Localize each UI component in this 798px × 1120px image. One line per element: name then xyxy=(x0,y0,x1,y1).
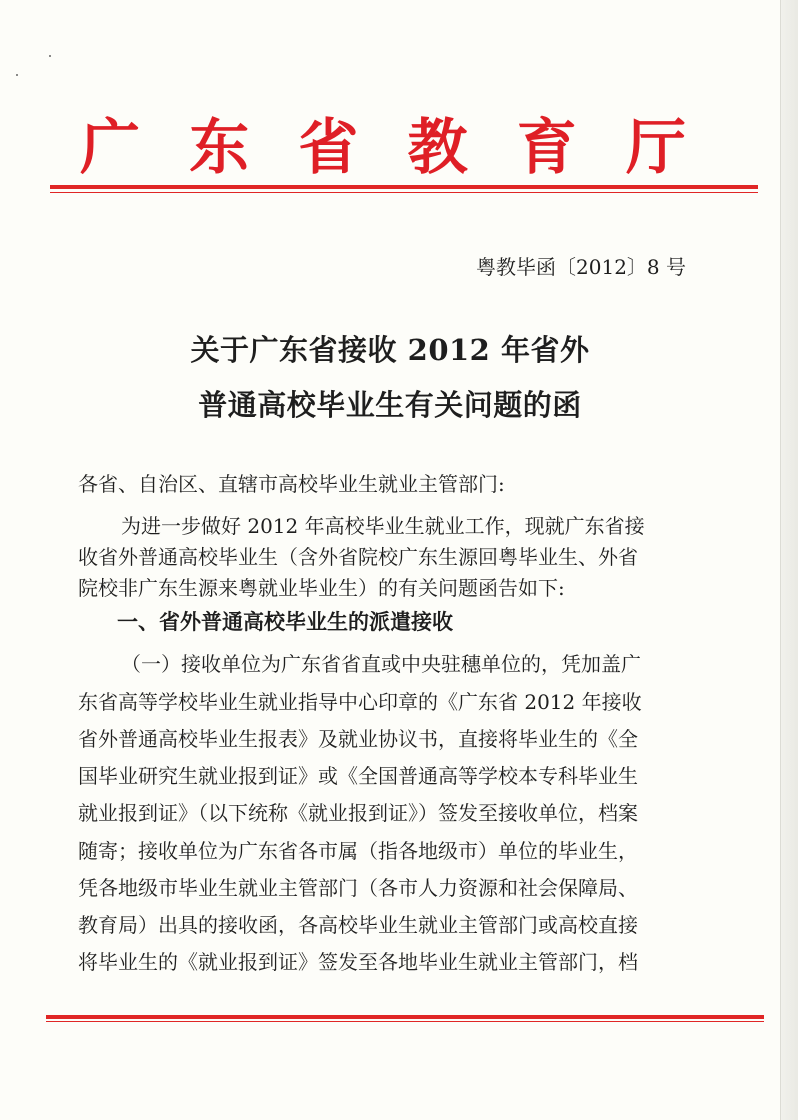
document-number: 粤教毕函〔2012〕8 号 xyxy=(476,255,686,279)
body-line: 国毕业研究生就业报到证》或《全国普通高等学校本专科毕业生 xyxy=(78,764,638,788)
scan-edge-shadow xyxy=(780,0,798,1120)
letterhead-char: 东 xyxy=(189,113,250,183)
body-line: 收省外普通高校毕业生（含外省院校广东生源回粤毕业生、外省 xyxy=(78,545,638,569)
body-line: 将毕业生的《就业报到证》签发至各地毕业生就业主管部门，档 xyxy=(78,950,638,974)
letterhead-title xyxy=(74,112,692,184)
letterhead-char: 省 xyxy=(298,113,359,183)
scan-speck xyxy=(16,74,18,76)
letterhead-char: 教 xyxy=(407,113,468,183)
body-line: （一）接收单位为广东省省直或中央驻穗单位的，凭加盖广 xyxy=(121,652,641,676)
footer-red-rule xyxy=(46,1015,764,1019)
body-line: 就业报到证》（以下统称《就业报到证》）签发至接收单位，档案 xyxy=(78,801,638,825)
scan-speck xyxy=(49,55,51,57)
body-line: 为进一步做好 2012 年高校毕业生就业工作，现就广东省接 xyxy=(121,514,645,538)
section-heading: 一、省外普通高校毕业生的派遣接收 xyxy=(117,609,453,634)
body-line: 随寄；接收单位为广东省各市属（指各地级市）单位的毕业生， xyxy=(78,839,638,863)
letterhead-red-rule xyxy=(50,185,758,189)
document-title-line-1: 关于广东省接收 2012 年省外 xyxy=(190,333,590,367)
body-line: 东省高等学校毕业生就业指导中心印章的《广东省 2012 年接收 xyxy=(78,690,642,714)
letterhead-char: 厅 xyxy=(625,113,686,183)
body-line: 省外普通高校毕业生报表》及就业协议书，直接将毕业生的《全 xyxy=(78,727,638,751)
body-line: 教育局）出具的接收函，各高校毕业生就业主管部门或高校直接 xyxy=(78,913,638,937)
document-title-line-2: 普通高校毕业生有关问题的函 xyxy=(198,388,582,422)
body-line: 凭各地级市毕业生就业主管部门（各市人力资源和社会保障局、 xyxy=(78,876,638,900)
letterhead-char: 广 xyxy=(80,113,140,183)
letterhead-char: 育 xyxy=(516,113,577,183)
body-line: 院校非广东生源来粤就业毕业生）的有关问题函告如下: xyxy=(78,576,565,600)
salutation: 各省、自治区、直辖市高校毕业生就业主管部门: xyxy=(78,472,505,496)
footer-red-thin-rule xyxy=(46,1021,764,1022)
letterhead-red-thin-rule xyxy=(50,192,758,193)
